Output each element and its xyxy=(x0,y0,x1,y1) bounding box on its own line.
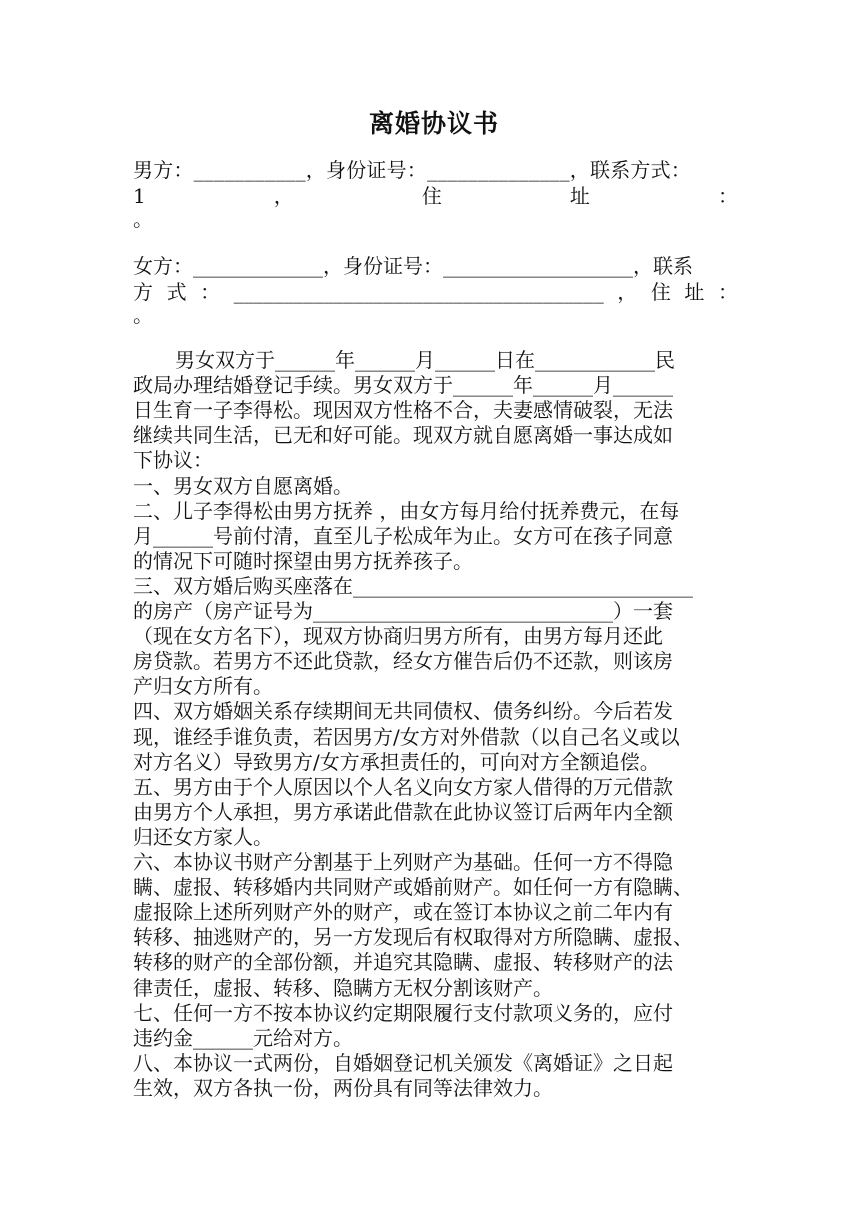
colon: ： xyxy=(717,184,738,208)
male-party-line-1 xyxy=(133,157,738,183)
body-line: 政局办理结婚登记手续。男女双方于______年______月______ xyxy=(133,373,673,398)
female-party-text: 女方：_____________，身份证号：___________________，联系 xyxy=(133,254,693,278)
address-label-char: 址 xyxy=(684,280,705,304)
address-label-char: 址 xyxy=(569,184,590,208)
body-line: 房贷款。若男方不还此贷款，经女方催告后仍不还款，则该房 xyxy=(133,649,673,674)
contact-label-char: 方 xyxy=(133,280,153,304)
body-line: 日生育一子李得松。现因双方性格不合，夫妻感情破裂，无法 xyxy=(133,398,673,423)
female-end-mark: 。 xyxy=(133,303,153,327)
comma: ， xyxy=(617,280,638,304)
body-line: 瞒、虚报、转移婚内共同财产或婚前财产。如任何一方有隐瞒、 xyxy=(133,875,693,900)
body-line: 转移、抽逃财产的，另一方发现后有权取得对方所隐瞒、虚报、 xyxy=(133,925,693,950)
body-line: 二、儿子李得松由男方抚养 ，由女方每月给付抚养费元，在每 xyxy=(133,498,680,523)
body-line: 下协议： xyxy=(133,448,213,473)
body-line: 违约金______元给对方。 xyxy=(133,1025,353,1050)
male-party-line-2 xyxy=(133,183,738,209)
body-line: 生效，双方各执一份，两份具有同等法律效力。 xyxy=(133,1075,553,1100)
body-line: 七、任何一方不按本协议约定期限履行支付款项义务的，应付 xyxy=(133,1000,673,1025)
body-line: 月______号前付清，直至儿子松成年为止。女方可在孩子同意 xyxy=(133,523,673,548)
female-party-line-2 xyxy=(133,279,738,305)
colon: ： xyxy=(717,280,738,304)
body-line: 的房产（房产证号为______________________________）一套 xyxy=(133,599,673,623)
body-line: 现，谁经手谁负责，若因男方/女方对外借款（以自己名义或以 xyxy=(133,724,680,749)
body-line: 继续共同生活，已无和好可能。现双方就自愿离婚一事达成如 xyxy=(133,423,673,448)
colon: ： xyxy=(200,280,221,304)
contact-label-char: 式 xyxy=(166,280,187,304)
body-line: 由男方个人承担，男方承诺此借款在此协议签订后两年内全额 xyxy=(133,799,673,824)
body-line: 律责任，虚报、转移、隐瞒方无权分割该财产。 xyxy=(133,975,553,1000)
body-line: 男女双方于______年______月______日在____________民 xyxy=(175,348,675,372)
body-line: 虚报除上述所列财产外的财产，或在签订本协议之前二年内有 xyxy=(133,900,673,925)
body-line: 八、本协议一式两份，自婚姻登记机关颁发《离婚证》之日起 xyxy=(133,1050,673,1075)
address-label-char: 住 xyxy=(421,184,442,208)
address-label-char: 住 xyxy=(650,280,671,304)
document-title: 离婚协议书 xyxy=(368,109,499,138)
male-party-text: 男方：___________，身份证号：______________，联系方式： xyxy=(133,158,691,182)
body-line: 五、男方由于个人原因以个人名义向女方家人借得的万元借款 xyxy=(133,774,673,799)
male-end-mark: 。 xyxy=(133,207,153,231)
body-line: 三、双方婚后购买座落在__________________________________ xyxy=(133,573,693,598)
male-phone-value: 1 xyxy=(133,184,146,208)
body-line: 对方名义）导致男方/女方承担责任的，可向对方全额追偿。 xyxy=(133,749,660,774)
female-party-line-1 xyxy=(133,253,738,279)
body-line: 转移的财产的全部份额，并追究其隐瞒、虚报、转移财产的法 xyxy=(133,950,673,975)
contact-blank: _____________________________________ xyxy=(233,280,604,304)
body-line: （现在女方名下），现双方协商归男方所有，由男方每月还此 xyxy=(133,624,663,649)
body-line: 四、双方婚姻关系存续期间无共同债权、债务纠纷。今后若发 xyxy=(133,699,673,724)
body-line: 产归女方所有。 xyxy=(133,674,273,699)
body-line: 六、本协议书财产分割基于上列财产为基础。任何一方不得隐 xyxy=(133,850,673,874)
body-line: 归还女方家人。 xyxy=(133,824,273,849)
comma: ， xyxy=(273,184,294,208)
body-line: 的情况下可随时探望由男方抚养孩子。 xyxy=(133,548,473,573)
body-line: 一、男女双方自愿离婚。 xyxy=(133,473,353,498)
